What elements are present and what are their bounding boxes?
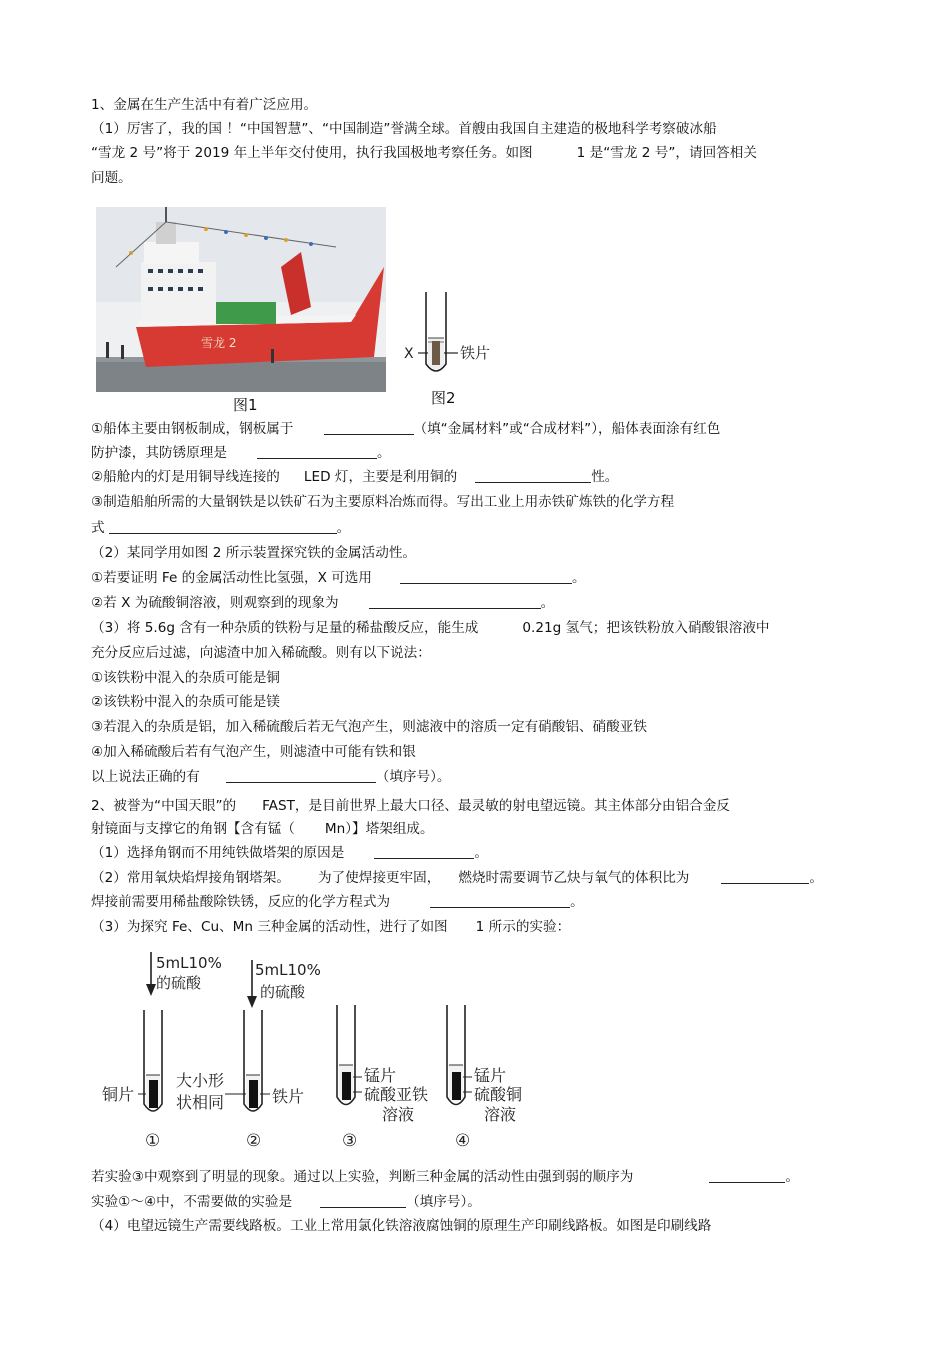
q1-p2: （2）某同学用如图 2 所示装置探究铁的金属活动性。 — [91, 545, 417, 561]
q1-p2-2: ②若 X 为硫酸铜溶液，则观察到的现象为 。 — [91, 595, 555, 611]
q2-p4: （4）电望远镜生产需要线路板。工业上常用氯化铁溶液腐蚀铜的原理生产印刷线路板。如图是印刷线路 — [91, 1218, 712, 1234]
experiment-figure — [100, 950, 540, 1155]
same-shape-label-1: 大小形 — [176, 1071, 225, 1090]
test-tube-4 — [447, 1005, 472, 1105]
ship-hull-text: 雪龙 2 — [201, 336, 237, 350]
q1-title: 1、金属在生产生活中有着广泛应用。 — [91, 97, 318, 113]
figure-1-caption: 图1 — [233, 396, 258, 414]
figure-1-ship-photo — [96, 207, 386, 392]
q1-option-1: ①该铁粉中混入的杂质可能是铜 — [91, 670, 280, 686]
fig2-x-label: X — [404, 346, 414, 362]
answer-blank[interactable] — [226, 769, 376, 783]
q1-option-3: ③若混入的杂质是铝，加入稀硫酸后若无气泡产生，则滤液中的溶质一定有硝酸铝、硝酸亚铁 — [91, 719, 647, 735]
feso4-label-1: 硫酸亚铁 — [364, 1085, 429, 1104]
q2-title-line2: 射镜面与支撑它的角钢【含有锰（ Mn）】塔架组成。 — [91, 821, 434, 837]
q1-p3-line2: 充分反应后过滤，向滤渣中加入稀硫酸。则有以下说法： — [91, 645, 431, 661]
cuso4-label-2: 溶液 — [484, 1105, 517, 1124]
answer-blank[interactable] — [430, 894, 570, 908]
test-tube-3 — [337, 1005, 362, 1105]
q1-intro-line1: （1）厉害了，我的国 ！“中国智慧”、“中国制造”誉满全球。首艘由我国自主建造的极地科学考察破冰船 — [91, 121, 717, 137]
tube-number-2: ② — [246, 1131, 262, 1151]
answer-blank[interactable] — [369, 595, 541, 609]
answer-blank[interactable] — [475, 469, 591, 483]
test-tube-2 — [225, 1010, 270, 1111]
tube-number-4: ④ — [455, 1131, 471, 1151]
q1-s1-line1: ①船体主要由钢板制成，钢板属于 （填“金属材料”或“合成材料”），船体表面涂有红色 — [91, 421, 721, 437]
same-shape-label-2: 状相同 — [176, 1093, 225, 1112]
answer-blank[interactable] — [109, 520, 337, 534]
q1-p2-1: ①若要证明 Fe 的金属活动性比氢强，X 可选用 。 — [91, 570, 586, 586]
q1-s2: ②船舱内的灯是用铜导线连接的 LED 灯，主要是利用铜的 性。 — [91, 469, 619, 485]
q2-after-line1: 若实验③中观察到了明显的现象。通过以上实验，判断三种金属的活动性由强到弱的顺序为 。 — [91, 1169, 799, 1185]
answer-blank[interactable] — [257, 445, 377, 459]
answer-blank[interactable] — [709, 1169, 785, 1183]
mn-label-3: 锰片 — [364, 1066, 397, 1085]
acid-label-1b: 的硫酸 — [156, 974, 202, 992]
q2-p2-line2: 焊接前需要用稀盐酸除铁锈，反应的化学方程式为 。 — [91, 894, 584, 910]
q1-option-4: ④加入稀硫酸后若有气泡产生，则滤渣中可能有铁和银 — [91, 744, 416, 760]
tube-number-1: ① — [145, 1131, 161, 1151]
q1-s1-line2: 防护漆，其防锈原理是 。 — [91, 445, 391, 461]
acid-label-2b: 的硫酸 — [260, 983, 306, 1001]
fig2-iron-label: 铁片 — [460, 344, 491, 362]
answer-blank[interactable] — [320, 1194, 406, 1208]
q1-intro-line2: “雪龙 2 号”将于 2019 年上半年交付使用，执行我国极地考察任务。如图 1 是“雪龙 2 号”，请回答相关 — [91, 145, 757, 161]
q1-s3-line2: 式 。 — [91, 520, 351, 536]
q2-p2-line1: （2）常用氧炔焰焊接角钢塔架。 为了使焊接更牢固， 燃烧时需要调节乙炔与氧气的体积比为 。 — [91, 870, 823, 886]
q2-after-line2: 实验①～④中，不需要做的实验是 （填序号）。 — [91, 1194, 481, 1210]
tube-number-3: ③ — [342, 1131, 358, 1151]
q2-p1: （1）选择角钢而不用纯铁做塔架的原因是 。 — [91, 845, 488, 861]
mn-label-4: 锰片 — [474, 1066, 507, 1085]
cuso4-label-1: 硫酸铜 — [474, 1085, 523, 1104]
figure-2-caption: 图2 — [431, 389, 456, 407]
answer-blank[interactable] — [721, 870, 809, 884]
q1-intro-line3: 问题。 — [91, 170, 132, 186]
iron-label: 铁片 — [272, 1087, 305, 1106]
acid-label-1: 5mL10% — [156, 954, 222, 972]
q2-title-line1: 2、被誉为“中国天眼”的 FAST，是目前世界上最大口径、最灵敏的射电望远镜。其主体部分由铝合金反 — [91, 798, 730, 814]
answer-blank[interactable] — [400, 570, 572, 584]
copper-label: 铜片 — [102, 1085, 135, 1104]
q2-p3: （3）为探究 Fe、Cu、Mn 三种金属的活动性，进行了如图 1 所示的实验： — [91, 919, 571, 935]
q1-p3-line1: （3）将 5.6g 含有一种杂质的铁粉与足量的稀盐酸反应，能生成 0.21g 氢气；把该铁粉放入硝酸银溶液中 — [91, 620, 770, 636]
test-tube-1 — [138, 1010, 162, 1111]
q1-option-2: ②该铁粉中混入的杂质可能是镁 — [91, 694, 280, 710]
feso4-label-2: 溶液 — [382, 1105, 415, 1124]
q1-s3-line1: ③制造船舶所需的大量钢铁是以铁矿石为主要原料冶炼而得。写出工业上用赤铁矿炼铁的化学方程 — [91, 494, 675, 510]
answer-blank[interactable] — [374, 845, 474, 859]
figure-2-test-tube — [400, 286, 510, 396]
acid-label-2: 5mL10% — [255, 961, 321, 979]
q1-conclusion: 以上说法正确的有 （填序号）。 — [91, 769, 451, 785]
answer-blank[interactable] — [324, 421, 414, 435]
